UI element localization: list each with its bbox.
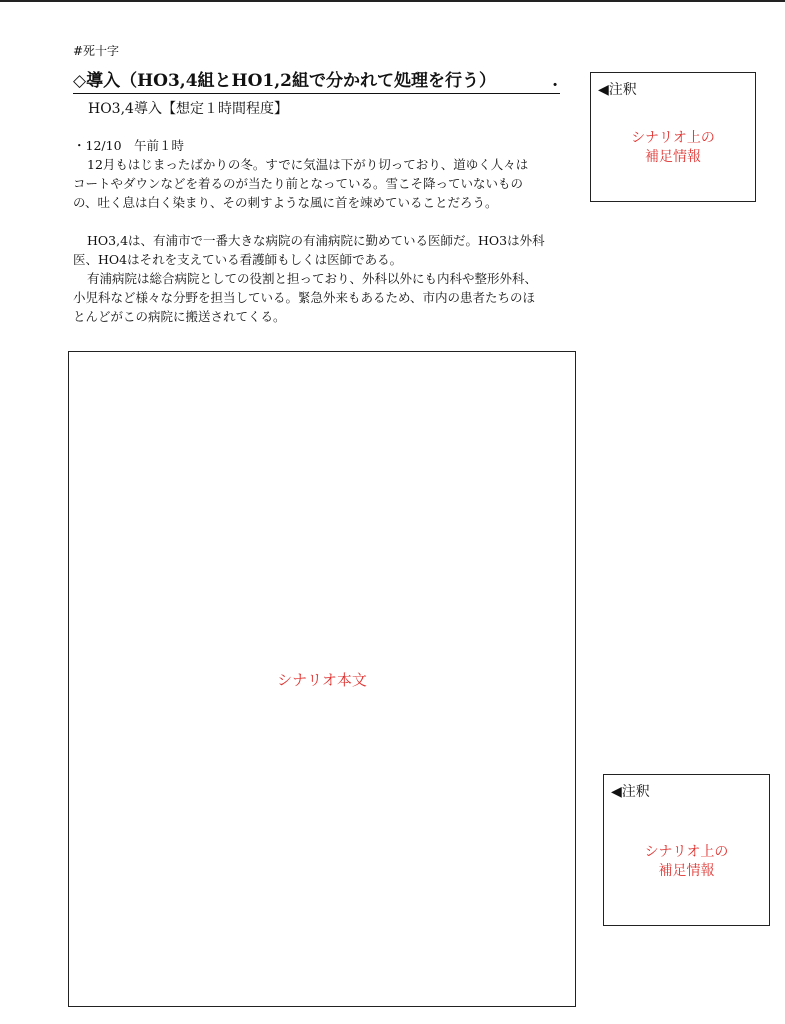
paragraph-line: 医、HO4はそれを支えている看護師もしくは医師である。: [73, 252, 403, 267]
section-heading-end: .: [552, 71, 558, 91]
paragraph-line: とんどがこの病院に搬送されてくる。: [73, 309, 286, 324]
intro-body-text: [73, 136, 563, 326]
scenario-body-label: シナリオ本文: [277, 671, 367, 689]
section-heading: [73, 70, 560, 94]
section-heading-text: ◇導入（HO3,4組とHO1,2組で分かれて処理を行う）: [73, 71, 496, 91]
top-border-line: [0, 0, 785, 2]
paragraph-line: コートやダウンなどを着るのが当たり前となっている。雪こそ降っていないもの: [73, 176, 524, 191]
annotation-body: [591, 129, 755, 167]
paragraph-line: の、吐く息は白く染まり、その刺すような風に首を竦めていることだろう。: [73, 195, 498, 210]
paragraph-line: HO3,4は、有浦市で一番大きな病院の有浦病院に勤めている医師だ。HO3は外科: [87, 233, 545, 248]
annotation-body-line: シナリオ上の: [644, 844, 729, 860]
annotation-body: [604, 843, 769, 881]
annotation-box: [590, 72, 756, 202]
time-stamp: ・12/10 午前１時: [73, 138, 185, 153]
paragraph-line: 有浦病院は総合病院としての役割と担っており、外科以外にも内科や整形外科、: [87, 271, 538, 286]
annotation-title: ◀注釈: [611, 784, 650, 800]
document-tag: #死十字: [73, 44, 120, 58]
annotation-body-line: 補足情報: [658, 863, 715, 879]
paragraph-line: 12月もはじまったばかりの冬。すでに気温は下がり切っており、道ゆく人々は: [87, 157, 529, 172]
annotation-title: ◀注釈: [598, 82, 637, 98]
annotation-body-line: 補足情報: [645, 149, 701, 165]
paragraph-gap: [73, 212, 563, 231]
annotation-body-line: シナリオ上の: [631, 130, 715, 146]
paragraph-line: 小児科など様々な分野を担当している。緊急外来もあるため、市内の患者たちのほ: [73, 290, 536, 305]
scenario-body-box: [68, 351, 576, 1007]
section-subheading: HO3,4導入【想定１時間程度】: [88, 101, 288, 117]
annotation-box: [603, 774, 770, 926]
